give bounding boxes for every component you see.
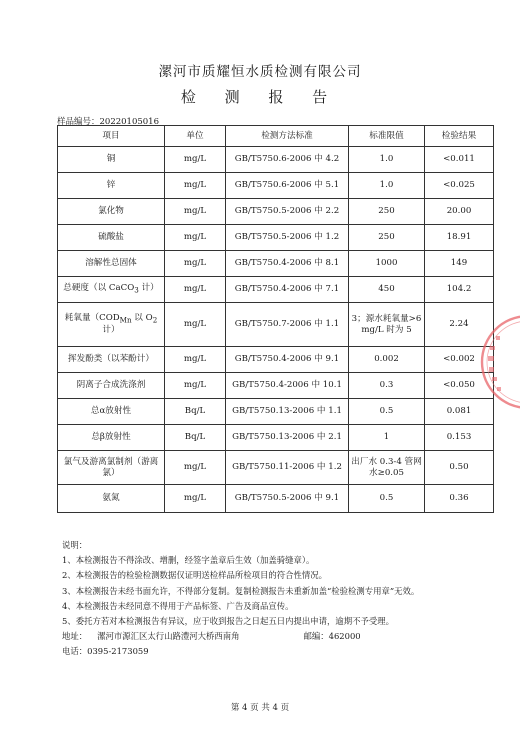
cell-unit: Bq/L xyxy=(165,425,226,451)
cell-item: 溶解性总固体 xyxy=(58,251,165,277)
seal-stamp-icon xyxy=(480,306,520,418)
cell-unit: mg/L xyxy=(165,451,226,485)
results-table xyxy=(57,125,494,513)
page-number: 第 4 页 共 4 页 xyxy=(230,703,290,713)
cell-method: GB/T5750.6-2006 中 5.1 xyxy=(226,173,349,199)
cell-unit: mg/L xyxy=(165,199,226,225)
note-item: 1、本检测报告不得涂改、增删，经签字盖章后生效（加盖骑缝章）。 xyxy=(62,555,315,566)
cell-limit: 出厂水 0.3-4 管网水≥0.05 xyxy=(349,451,425,485)
cell-unit: mg/L xyxy=(165,251,226,277)
cell-limit: 0.3 xyxy=(349,373,425,399)
cell-result: 2.24 xyxy=(425,303,494,347)
cell-method: GB/T5750.13-2006 中 1.1 xyxy=(226,399,349,425)
seal-stamp-edge xyxy=(480,306,520,418)
cell-unit: mg/L xyxy=(165,173,226,199)
item-text: 总硬度（以 CaCO xyxy=(63,283,135,294)
item-text-end: 计） xyxy=(102,325,120,336)
postcode: 邮编：462000 xyxy=(303,631,361,642)
table-row xyxy=(58,373,494,399)
cell-limit: 1 xyxy=(349,425,425,451)
cell-result: 0.081 xyxy=(425,399,494,425)
note-item: 4、本检测报告未经同意不得用于产品标签、广告及商品宣传。 xyxy=(62,600,294,611)
item-subscript: Mn xyxy=(119,315,132,325)
cell-unit: mg/L xyxy=(165,225,226,251)
table-row xyxy=(58,225,494,251)
cell-limit: 0.5 xyxy=(349,399,425,425)
cell-method: GB/T5750.4-2006 中 7.1 xyxy=(226,277,349,303)
table-row xyxy=(58,147,494,173)
item-subscript-2: 2 xyxy=(152,315,158,325)
cell-result: 0.50 xyxy=(425,451,494,485)
cell-unit: Bq/L xyxy=(165,399,226,425)
cell-unit: mg/L xyxy=(165,277,226,303)
cell-item: 锌 xyxy=(58,173,165,199)
column-header-unit: 单位 xyxy=(165,126,226,147)
table-row xyxy=(58,277,494,303)
cell-limit: 0.002 xyxy=(349,347,425,373)
cell-item: 硫酸盐 xyxy=(58,225,165,251)
note-item: 5、委托方若对本检测报告有异议，应于收到报告之日起五日内提出申请，逾期不予受理。 xyxy=(62,616,394,627)
address-line xyxy=(62,629,502,644)
cell-result: 20.00 xyxy=(425,199,494,225)
table-row xyxy=(58,399,494,425)
cell-limit: 1.0 xyxy=(349,173,425,199)
cell-limit: 0.5 xyxy=(349,485,425,513)
cell-item: 总α放射性 xyxy=(58,399,165,425)
cell-method: GB/T5750.11-2006 中 1.2 xyxy=(226,451,349,485)
cell-item: 阴离子合成洗涤剂 xyxy=(58,373,165,399)
organization-name: 漯河市质耀恒水质检测有限公司 xyxy=(158,64,362,80)
cell-limit: 1000 xyxy=(349,251,425,277)
cell-result: 0.153 xyxy=(425,425,494,451)
table-row xyxy=(58,303,494,347)
cell-item: 总β放射性 xyxy=(58,425,165,451)
address-label: 地址： xyxy=(62,631,88,642)
cell-item: 氯气及游离氯制剂（游离氯） xyxy=(58,451,165,485)
cell-method: GB/T5750.6-2006 中 4.2 xyxy=(226,147,349,173)
cell-limit: 250 xyxy=(349,225,425,251)
cell-limit: 250 xyxy=(349,199,425,225)
cell-method: GB/T5750.4-2006 中 10.1 xyxy=(226,373,349,399)
notes-heading: 说明： xyxy=(62,540,88,550)
item-text-end: 计） xyxy=(138,283,159,294)
cell-unit: mg/L xyxy=(165,347,226,373)
column-header-method: 检测方法标准 xyxy=(226,126,349,147)
item-text-mid: 以 O xyxy=(131,312,153,323)
cell-limit: 3；源水耗氧量>6 mg/L 时为 5 xyxy=(349,303,425,347)
cell-result: <0.050 xyxy=(425,373,494,399)
table-row xyxy=(58,425,494,451)
cell-item: 挥发酚类（以苯酚计） xyxy=(58,347,165,373)
table-row xyxy=(58,347,494,373)
cell-unit: mg/L xyxy=(165,303,226,347)
table-row xyxy=(58,199,494,225)
column-header-limit: 标准限值 xyxy=(349,126,425,147)
item-subscript: 3 xyxy=(134,285,139,295)
cell-result: <0.002 xyxy=(425,347,494,373)
cell-item: 铜 xyxy=(58,147,165,173)
column-header-result: 检验结果 xyxy=(425,126,494,147)
cell-result: <0.011 xyxy=(425,147,494,173)
table-row xyxy=(58,173,494,199)
table-row xyxy=(58,451,494,485)
cell-unit: mg/L xyxy=(165,373,226,399)
notes-section xyxy=(62,538,502,660)
cell-item xyxy=(58,277,165,303)
cell-unit: mg/L xyxy=(165,485,226,513)
cell-result: 18.91 xyxy=(425,225,494,251)
note-item: 2、本检测报告的检验检测数据仅证明送检样品所检项目的符合性情况。 xyxy=(62,570,327,581)
cell-method: GB/T5750.4-2006 中 8.1 xyxy=(226,251,349,277)
cell-method: GB/T5750.4-2006 中 9.1 xyxy=(226,347,349,373)
table-row xyxy=(58,485,494,513)
sample-number: 样品编号：20220105016 xyxy=(57,117,159,127)
cell-method: GB/T5750.7-2006 中 1.1 xyxy=(226,303,349,347)
cell-limit: 450 xyxy=(349,277,425,303)
note-item: 3、本检测报告未经书面允许，不得部分复制。复制检测报告未重新加盖“检验检测专用章”无效。 xyxy=(62,585,420,596)
cell-method: GB/T5750.13-2006 中 2.1 xyxy=(226,425,349,451)
cell-method: GB/T5750.5-2006 中 9.1 xyxy=(226,485,349,513)
cell-result: 104.2 xyxy=(425,277,494,303)
cell-item: 氯化物 xyxy=(58,199,165,225)
cell-result: 149 xyxy=(425,251,494,277)
cell-item: 氨氮 xyxy=(58,485,165,513)
cell-method: GB/T5750.5-2006 中 2.2 xyxy=(226,199,349,225)
column-header-item: 项目 xyxy=(58,126,165,147)
cell-result: 0.36 xyxy=(425,485,494,513)
table-row xyxy=(58,251,494,277)
cell-result: <0.025 xyxy=(425,173,494,199)
cell-unit: mg/L xyxy=(165,147,226,173)
cell-limit: 1.0 xyxy=(349,147,425,173)
report-title: 检 测 报 告 xyxy=(180,88,340,106)
phone-line: 电话：0395-2173059 xyxy=(62,646,149,657)
table-header-row xyxy=(58,126,494,147)
cell-item xyxy=(58,303,165,347)
item-text: 耗氧量（COD xyxy=(64,312,120,323)
cell-method: GB/T5750.5-2006 中 1.2 xyxy=(226,225,349,251)
address-text: 漯河市源汇区太行山路澧河大桥西南角 xyxy=(97,631,240,642)
